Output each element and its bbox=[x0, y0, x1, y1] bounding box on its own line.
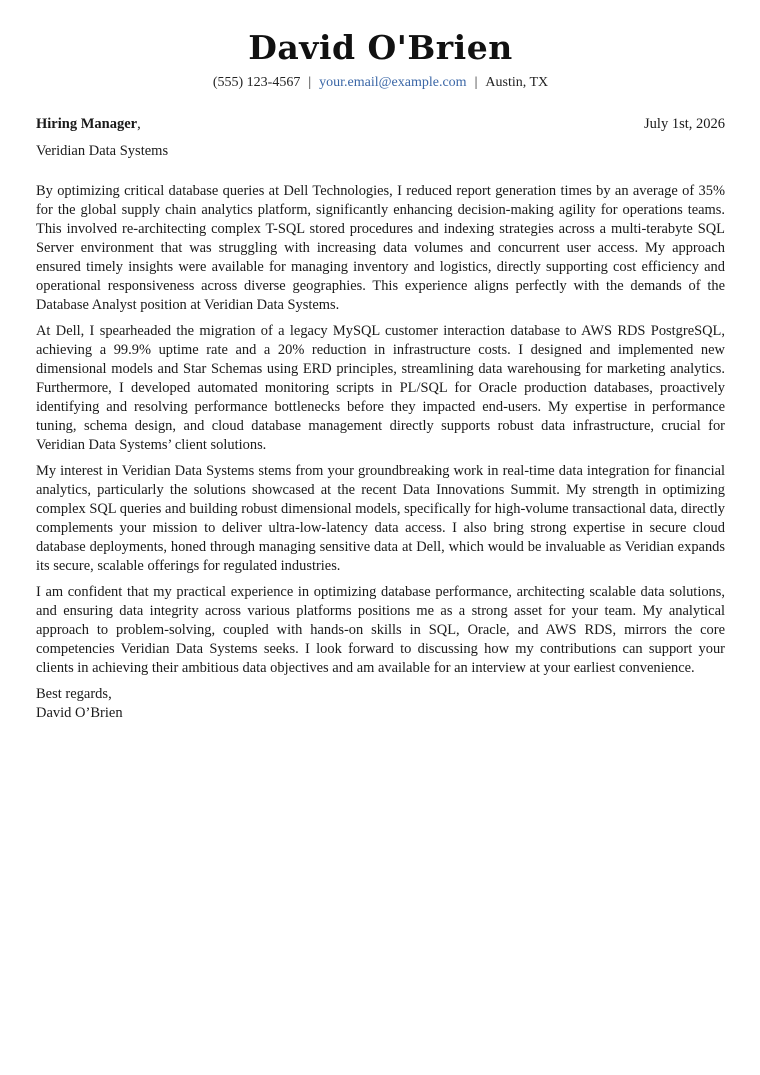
paragraph-3: My interest in Veridian Data Systems stems from your groundbreaking work in real-time data integration for financial analytics, particularly the solutions showcased at the recent Data Innovations Summit. My strength in optimizing complex SQL queries and building robust dimensional models, specifically for high-volume transactional data, directly complements your mission to deliver ultra-low-latency data access. I also bring strong expertise in secure cloud database deployments, honed through managing sensitive data at Dell, which would be invaluable as Veridian expands its secure, scalable offerings for regulated industries. bbox=[36, 463, 725, 574]
salutation-punct: , bbox=[137, 116, 141, 132]
salutation-name: Hiring Manager bbox=[36, 116, 138, 132]
contact-separator: | bbox=[308, 75, 312, 90]
letter-body bbox=[36, 182, 725, 678]
phone-number: (555) 123-4567 bbox=[212, 75, 301, 90]
valediction: Best regards, bbox=[36, 686, 112, 702]
contact-separator: | bbox=[474, 75, 478, 90]
letter-date: July 1st, 2026 bbox=[644, 116, 725, 132]
cover-letter-page bbox=[36, 26, 725, 723]
salutation bbox=[36, 115, 141, 134]
paragraph-1: By optimizing critical database queries at Dell Technologies, I reduced report generation times by an average of 35% for the global supply chain analytics platform, significantly enhancing decision-making agility for operations teams. This involved re-architecting complex T-SQL stored procedures and indexing strategies across a multi-terabyte SQL Server environment that was struggling with increasing data volumes and concurrent user access. My approach ensured timely insights were available for managing inventory and logistics, directly supporting cost efficiency and operational responsiveness across diverse geographies. This experience aligns perfectly with the demands of the Database Analyst position at Veridian Data Systems. bbox=[36, 183, 725, 313]
paragraph-2: At Dell, I spearheaded the migration of a legacy MySQL customer interaction database to AWS RDS PostgreSQL, achieving a 99.9% uptime rate and a 20% reduction in infrastructure costs. I designed and implemented new dimensional models and Star Schemas using ERD principles, streamlining data warehousing for marketing analytics. Furthermore, I developed automated monitoring scripts in PL/SQL for Oracle production databases, proactively identifying and resolving performance bottlenecks before they impacted end-users. My expertise in performance tuning, schema design, and cloud database management directly supports robust data infrastructure, crucial for Veridian Data Systems’ client solutions. bbox=[36, 323, 725, 453]
recipient-row bbox=[36, 115, 725, 134]
signature: David O’Brien bbox=[36, 705, 123, 721]
closing-block bbox=[36, 685, 725, 723]
paragraph-4: I am confident that my practical experience in optimizing database performance, architecting scalable data solutions, and ensuring data integrity across various platforms positions me as a strong asset for your team. My analytical approach to problem-solving, coupled with hands-on skills in SQL, Oracle, and AWS RDS, mirrors the core competencies Veridian Data Systems seeks. I look forward to discussing how my contributions can support your clients in achieving their ambitious data objectives and am available for an interview at your earliest convenience. bbox=[36, 584, 725, 676]
applicant-name: David O'Brien bbox=[248, 28, 513, 67]
email-link[interactable]: your.email@example.com bbox=[319, 75, 467, 90]
location: Austin, TX bbox=[485, 75, 549, 90]
contact-line bbox=[36, 74, 725, 92]
recipient-company: Veridian Data Systems bbox=[36, 143, 169, 159]
